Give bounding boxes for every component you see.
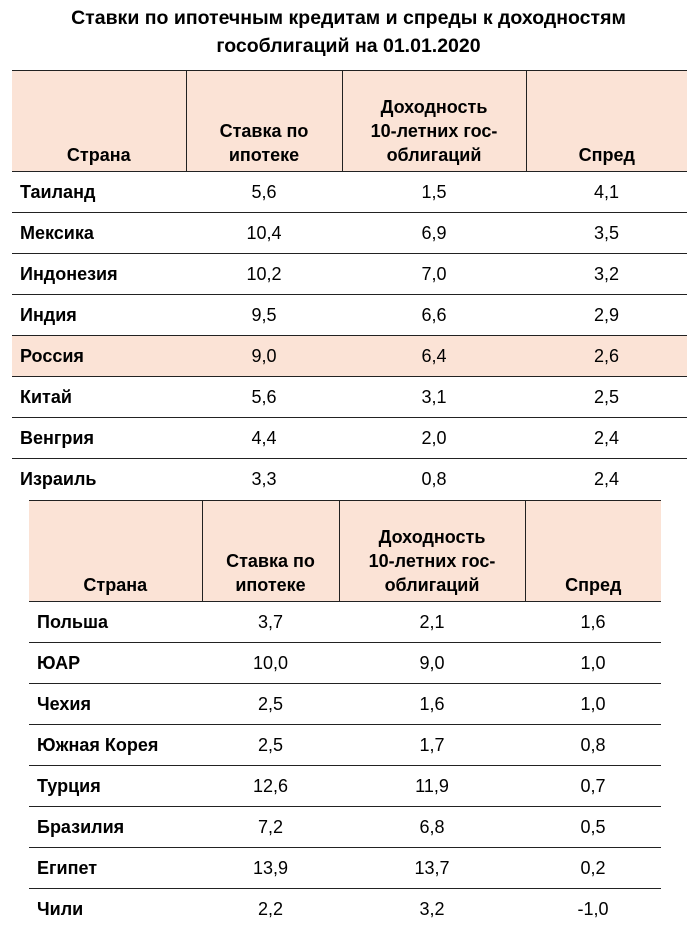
spread-cell: 4,1 bbox=[526, 172, 687, 213]
mortgage-cell: 5,6 bbox=[186, 377, 342, 418]
country-cell: Египет bbox=[29, 848, 202, 889]
country-cell: Бразилия bbox=[29, 807, 202, 848]
mortgage-cell: 13,9 bbox=[202, 848, 339, 889]
title-line-2: гособлигаций на 01.01.2020 bbox=[216, 35, 481, 57]
header-spread: Спред bbox=[525, 501, 661, 602]
country-cell: Таиланд bbox=[12, 172, 186, 213]
table-row bbox=[12, 418, 687, 459]
yield-cell: 3,1 bbox=[342, 377, 526, 418]
yield-cell: 6,6 bbox=[342, 295, 526, 336]
yield-cell: 3,2 bbox=[339, 889, 525, 930]
yield-cell: 1,5 bbox=[342, 172, 526, 213]
spread-cell: 2,9 bbox=[526, 295, 687, 336]
yield-cell: 6,9 bbox=[342, 213, 526, 254]
table-row bbox=[29, 766, 661, 807]
table-row bbox=[29, 602, 661, 643]
spread-cell: 3,2 bbox=[526, 254, 687, 295]
spread-cell: 0,2 bbox=[525, 848, 661, 889]
mortgage-cell: 7,2 bbox=[202, 807, 339, 848]
yield-cell: 0,8 bbox=[342, 459, 526, 500]
yield-cell: 6,4 bbox=[342, 336, 526, 377]
rates-table-2 bbox=[29, 500, 661, 929]
title-line-1: Ставки по ипотечным кредитам и спреды к доходностям bbox=[71, 7, 626, 29]
header-mortgage: Ставка по ипотеке bbox=[202, 501, 339, 602]
spread-cell: 3,5 bbox=[526, 213, 687, 254]
table-row bbox=[29, 807, 661, 848]
yield-cell: 7,0 bbox=[342, 254, 526, 295]
mortgage-cell: 2,5 bbox=[202, 684, 339, 725]
header-spread: Спред bbox=[526, 71, 687, 172]
mortgage-cell: 3,7 bbox=[202, 602, 339, 643]
yield-cell: 9,0 bbox=[339, 643, 525, 684]
table-row bbox=[29, 848, 661, 889]
country-cell: Венгрия bbox=[12, 418, 186, 459]
header-country: Страна bbox=[12, 71, 186, 172]
yield-cell: 1,6 bbox=[339, 684, 525, 725]
spread-cell: 2,4 bbox=[526, 418, 687, 459]
country-cell: Израиль bbox=[12, 459, 186, 500]
yield-cell: 6,8 bbox=[339, 807, 525, 848]
mortgage-cell: 2,5 bbox=[202, 725, 339, 766]
table-header-row bbox=[12, 71, 687, 172]
yield-cell: 11,9 bbox=[339, 766, 525, 807]
country-cell: Турция bbox=[29, 766, 202, 807]
table-row bbox=[12, 336, 687, 377]
mortgage-cell: 10,4 bbox=[186, 213, 342, 254]
spread-cell: 2,5 bbox=[526, 377, 687, 418]
rates-table-1 bbox=[12, 70, 687, 499]
header-mortgage: Ставка по ипотеке bbox=[186, 71, 342, 172]
mortgage-cell: 5,6 bbox=[186, 172, 342, 213]
country-cell: Индонезия bbox=[12, 254, 186, 295]
country-cell: ЮАР bbox=[29, 643, 202, 684]
header-yield: Доходность 10-летних гос- облигаций bbox=[342, 71, 526, 172]
yield-cell: 2,1 bbox=[339, 602, 525, 643]
spread-cell: -1,0 bbox=[525, 889, 661, 930]
spread-cell: 2,4 bbox=[526, 459, 687, 500]
header-yield: Доходность 10-летних гос- облигаций bbox=[339, 501, 525, 602]
table-row bbox=[29, 889, 661, 930]
yield-cell: 2,0 bbox=[342, 418, 526, 459]
table-row bbox=[29, 684, 661, 725]
mortgage-cell: 10,0 bbox=[202, 643, 339, 684]
spread-cell: 1,0 bbox=[525, 643, 661, 684]
table-row bbox=[29, 725, 661, 766]
header-country: Страна bbox=[29, 501, 202, 602]
spread-cell: 0,5 bbox=[525, 807, 661, 848]
mortgage-cell: 2,2 bbox=[202, 889, 339, 930]
country-cell: Индия bbox=[12, 295, 186, 336]
mortgage-cell: 3,3 bbox=[186, 459, 342, 500]
yield-cell: 13,7 bbox=[339, 848, 525, 889]
page-title bbox=[0, 4, 697, 60]
spread-cell: 0,8 bbox=[525, 725, 661, 766]
table-row bbox=[29, 643, 661, 684]
table-row bbox=[12, 213, 687, 254]
country-cell: Польша bbox=[29, 602, 202, 643]
mortgage-cell: 4,4 bbox=[186, 418, 342, 459]
country-cell: Южная Корея bbox=[29, 725, 202, 766]
mortgage-cell: 9,5 bbox=[186, 295, 342, 336]
yield-cell: 1,7 bbox=[339, 725, 525, 766]
country-cell: Китай bbox=[12, 377, 186, 418]
country-cell: Мексика bbox=[12, 213, 186, 254]
table-row bbox=[12, 172, 687, 213]
spread-cell: 0,7 bbox=[525, 766, 661, 807]
table-row bbox=[12, 295, 687, 336]
country-cell: Чили bbox=[29, 889, 202, 930]
spread-cell: 1,0 bbox=[525, 684, 661, 725]
table-header-row bbox=[29, 501, 661, 602]
spread-cell: 1,6 bbox=[525, 602, 661, 643]
country-cell: Россия bbox=[12, 336, 186, 377]
mortgage-cell: 12,6 bbox=[202, 766, 339, 807]
table-row bbox=[12, 459, 687, 500]
mortgage-cell: 10,2 bbox=[186, 254, 342, 295]
table-row bbox=[12, 254, 687, 295]
table-row bbox=[12, 377, 687, 418]
spread-cell: 2,6 bbox=[526, 336, 687, 377]
mortgage-cell: 9,0 bbox=[186, 336, 342, 377]
country-cell: Чехия bbox=[29, 684, 202, 725]
